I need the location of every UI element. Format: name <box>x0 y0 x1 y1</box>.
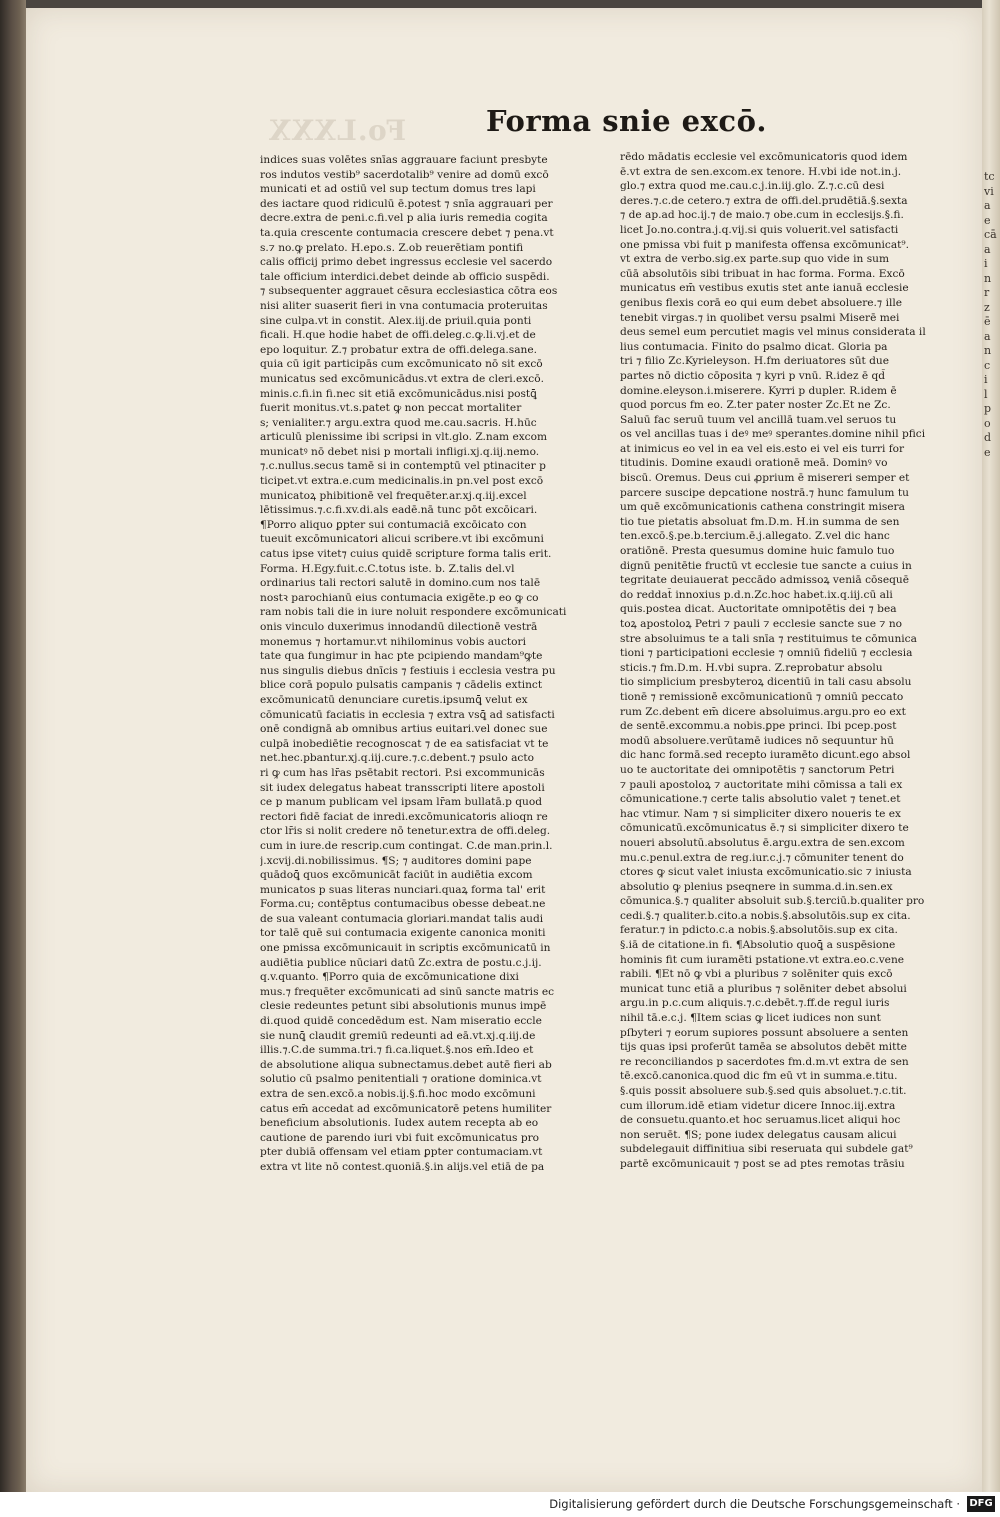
text-line: tale officium interdici.debet deinde ab officio suspēdi. <box>260 270 550 283</box>
text-line: ⁊ pauli apostoloꝝ ⁊ auctoritate mihi cōmissa a tali ex <box>620 778 903 791</box>
margin-fragment: i <box>984 373 988 386</box>
text-line: tueuit excōmunicatori alicui scribere.vt ibi excōmuni <box>260 533 544 546</box>
text-line: cedi.§.⁊ qualiter.b.cito.a nobis.§.absolutōis.sup ex cita. <box>620 909 911 922</box>
text-line: cōmunica.§.⁊ qualiter absoluit sub.§.terciū.b.qualiter pro <box>620 895 925 908</box>
text-line: oratiōnē. Presta quesumus domine huic famulo tuo <box>620 545 895 558</box>
text-line: cōmunicatū faciatis in ecclesia ⁊ extra vsꝗ̄ ad satisfacti <box>260 708 555 721</box>
text-line: j.xcvij.di.nobilissimus. ¶S; ⁊ auditores domini pape <box>260 854 532 867</box>
text-line: ri ꝙ cum has lr̄as psētabit rectori. P.si excommunicās <box>260 766 545 779</box>
text-line: extra de sen.excō.a nobis.ij.§.fi.hoc modo excōmuni <box>260 1088 536 1100</box>
text-line: Forma. H.Egy.fuit.c.C.totus iste. b. Z.talis del.vl <box>260 562 515 575</box>
text-line: um quē excōmunicationis cathena constringit misera <box>620 501 905 514</box>
text-line: non seruēt. ¶S; pone iudex delegatus causam alicui <box>620 1128 897 1141</box>
text-line: sie nunꝗ̄ claudit gremiū redeunti ad eā.vt.xj.q.iij.de <box>260 1029 536 1042</box>
text-line: municatoꝝ phibitionē vel frequēter.ar.xj.q.iij.excel <box>260 489 527 502</box>
text-line: ros indutos vestib⁹ sacerdotalib⁹ venire ad domū excō <box>260 168 549 181</box>
text-line: catus em̄ accedat ad excōmunicatorē petens humiliter <box>260 1102 552 1115</box>
text-line: sticis.⁊ fm.D.m. H.vbi supra. Z.reprobatur absolu <box>620 661 883 674</box>
text-line: rabili. ¶Et nō ꝙ vbi a pluribus ⁊ solēniter quis excō <box>620 968 893 981</box>
text-line: domine.eleyson.i.miserere. Kyrri p dupler. R.idem ē <box>620 384 897 397</box>
text-line: extra vt lite nō contest.quoniā.§.in alijs.vel etiā de pa <box>260 1160 545 1173</box>
right-text-column <box>620 150 932 1172</box>
text-line: §.quis possit absoluere sub.§.sed quis absoluet.⁊.c.tit. <box>620 1085 907 1097</box>
footer-bar <box>0 1492 1000 1517</box>
text-line: nihil tā.e.c.j. ¶Item scias ꝙ licet iudices non sunt <box>620 1012 881 1025</box>
text-line: municatos p suas literas nunciari.quaꝝ forma tal' erit <box>260 883 546 896</box>
text-line: deres.⁊.c.de cetero.⁊ extra de offi.del.prudētiā.§.sexta <box>620 194 908 207</box>
text-line: glo.⁊ extra quod me.cau.c.j.in.iij.glo. Z.⁊.c.cū desi <box>620 180 885 193</box>
text-line: articulū plenissime ibi scripsi in vlt.glo. Z.nam excom <box>260 431 548 444</box>
text-line: cautione de parendo iuri vbi fuit excōmunicatus pro <box>260 1131 540 1144</box>
text-line: pter dubiā offensam vel etiam ꝑpter contumaciam.vt <box>260 1146 543 1159</box>
text-line: municatus sed excōmunicādus.vt extra de cleri.excō. <box>260 372 544 385</box>
text-line: des iactare quod ridiculū ē.potest ⁊ snīa aggrauari per <box>260 197 553 210</box>
text-line: licet Jo.no.contra.j.q.vij.si quis voluerit.vel satisfacti <box>620 223 899 236</box>
text-line: rēdo mādatis ecclesie vel excōmunicatoris quod idem <box>620 151 908 163</box>
text-line: one pmissa excōmunicauit in scriptis excōmunicatū in <box>260 942 551 955</box>
text-line: solutio cū psalmo penitentiali ⁊ oratione dominica.vt <box>260 1073 542 1086</box>
text-line: beneficium absolutionis. Iudex autem recepta ab eo <box>260 1117 539 1130</box>
facing-page-margin-text <box>984 170 1000 460</box>
text-line: parcere suscipe depcatione nostrā.⁊ hunc famulum tu <box>620 486 909 499</box>
text-line: nostꝛ parochianū eius contumacia exigēte.p eo ꝙ co <box>260 591 539 604</box>
text-line: tegritate deuiauerat peccādo admissoꝝ veniā cōsequē <box>620 574 909 587</box>
text-line: quis.postea dicat. Auctoritate omnipotētis dei ⁊ bea <box>620 603 897 616</box>
text-line: onē condignā ab omnibus artius euitari.vel donec sue <box>260 723 548 736</box>
running-head: Forma snie excō. <box>486 104 768 138</box>
margin-fragment: p <box>984 402 992 415</box>
text-line: ctor lr̄is si nolit credere nō tenetur.extra de offi.deleg. <box>260 825 551 838</box>
funding-credit: Digitalisierung gefördert durch die Deutsche Forschungsgemeinschaft · <box>549 1497 960 1511</box>
margin-fragment: d <box>984 431 992 444</box>
text-line: subdelegauit diffinitiua sibi reseruata qui subdele gat⁹ <box>620 1143 913 1156</box>
margin-fragment: e <box>984 445 991 459</box>
margin-fragment: cā <box>984 228 997 241</box>
margin-fragment: n <box>984 271 992 285</box>
text-line: partes nō dictio cōposita ⁊ kyri p vnū. R.idez ē qd̄ <box>620 369 886 382</box>
text-line: lētissimus.⁊.c.fi.xv.di.als eadē.nā tunc pōt excōicari. <box>260 504 538 517</box>
text-line: uo te auctoritate dei omnipotētis ⁊ sanctorum Petri <box>620 763 895 776</box>
text-line: excōmunicatū denunciare curetis.ipsumꝗ̄ velut ex <box>260 693 528 706</box>
text-line: quādoꝗ̄ quos excōmunicāt faciūt in audiētia excom <box>260 869 533 882</box>
text-line: municatꝰ nō debet nisi p mortali infligi.xj.q.iij.nemo. <box>260 445 540 458</box>
margin-fragment: ē <box>984 315 991 328</box>
text-line: tionē ⁊ remissionē excōmunicationū ⁊ omniū peccato <box>620 690 904 703</box>
text-line: net.hec.pbantur.xj.q.iij.cure.⁊.c.debent.⁊ psulo acto <box>260 752 534 765</box>
margin-fragment: z <box>984 300 990 314</box>
margin-fragment: tc <box>984 170 995 183</box>
text-line: sine culpa.vt in constit. Alex.iij.de priuil.quia ponti <box>260 314 532 327</box>
text-line: mu.c.penul.extra de reg.iur.c.j.⁊ cōmuniter tenent do <box>620 851 904 864</box>
margin-fragment: l <box>984 387 988 401</box>
text-line: rum Zc.debent em̄ dicere absoluimus.argu.pro eo ext <box>620 705 906 718</box>
text-line: hac vtimur. Nam ⁊ si simpliciter dixero noueris te ex <box>620 807 902 820</box>
text-line: absolutio ꝙ plenius pseqnere in summa.d.in.sen.ex <box>620 880 893 893</box>
text-line: cōmunicatū.excōmunicatus ē.⁊ si simpliciter dixero te <box>620 822 909 835</box>
text-line: modū absoluere.verūtamē iudices nō sequuntur hū <box>620 734 894 747</box>
text-line: lius contumacia. Finito do psalmo dicat. Gloria pa <box>620 340 888 353</box>
text-line: municati et ad ostiū vel sup tectum domus tres lapi <box>260 183 536 196</box>
text-line: partē excōmunicauit ⁊ post se ad ptes remotas trāsiu <box>620 1157 905 1170</box>
text-line: vt extra de verbo.sig.ex parte.sup quo vide in sum <box>620 253 890 266</box>
text-line: fuerit monitus.vt.s.patet ꝙ non peccat mortaliter <box>260 402 522 415</box>
text-line: de absolutione aliqua subnectamus.debet autē fieri ab <box>260 1058 552 1071</box>
text-line: quod porcus fm eo. Z.ter pater noster Zc.Et ne Zc. <box>620 399 891 412</box>
text-line: one pmissa vbi fuit p manifesta offensa excōmunicat⁹. <box>620 238 910 251</box>
text-line: quia cū igit participās cum excōmunicato nō sit excō <box>260 358 543 371</box>
text-line: municat tunc etiā a pluribus ⁊ solēniter debet absolui <box>620 982 907 995</box>
text-line: tate qua fungimur in hac pte pcipiendo mandam⁹ꝙte <box>260 650 543 663</box>
text-line: s.⁊ no.ꝙ prelato. H.epo.s. Z.ob reuerētiam pontifi <box>260 241 524 254</box>
text-line: cūā absolutōis sibi tribuat in hac forma. Forma. Excō <box>620 267 905 280</box>
text-line: sit iudex delegatus habeat transscripti litere apostoli <box>260 781 545 794</box>
text-line: re reconciliandos p sacerdotes fm.d.m.vt extra de sen <box>620 1055 909 1068</box>
bleed-through-folio: Fo.LXXX <box>268 114 407 147</box>
text-line: ⁊ subsequenter aggrauet cēsura ecclesiastica cōtra eos <box>260 285 558 298</box>
text-line: noueri absolutū.absolutus ē.argu.extra de sen.excom <box>620 836 905 849</box>
text-line: tioni ⁊ participationi ecclesie ⁊ omniū fideliū ⁊ ecclesia <box>620 647 913 660</box>
text-line: nus singulis diebus dnīcis ⁊ festiuis i ecclesia vestra pu <box>260 664 556 677</box>
text-line: titudinis. Domine exaudi orationē meā. Dominꝰ vo <box>620 457 888 470</box>
text-line: Forma.cu; contēptus contumacibus obesse debeat.ne <box>260 898 546 911</box>
text-line: feratur.⁊ in pdicto.c.a nobis.§.absolutōis.sup ex cita. <box>620 924 898 937</box>
text-line: ē.vt extra de sen.excom.ex tenore. H.vbi ide not.in.j. <box>620 165 902 178</box>
text-line: de sentē.excommu.a nobis.ꝑpe princi. Ibi pcep.post <box>620 720 897 733</box>
margin-fragment: n <box>984 344 992 357</box>
margin-fragment: r <box>984 286 990 299</box>
text-line: rectori fidē faciat de inredi.excōmunicatoris alioqn re <box>260 810 548 823</box>
dfg-logo: DFG <box>967 1496 995 1512</box>
text-line: ram nobis tali die in iure noluit respondere excōmunicati <box>260 606 567 619</box>
text-line: genibus flexis corā eo qui eum debet absoluere.⁊ ille <box>620 296 902 309</box>
text-line: municatus em̄ vestibus exutis stet ante ianuā ecclesie <box>620 282 909 295</box>
text-line: dic hanc formā.sed recepto iuramēto dicunt.ego absol <box>620 749 911 762</box>
text-line: deus semel eum percutiet magis vel minus considerata il <box>620 326 926 339</box>
text-line: cōmunicatione.⁊ certe talis absolutio valet ⁊ tenet.et <box>620 793 901 806</box>
text-line: ¶Porro aliquo ꝑpter sui contumaciā excōicato con <box>260 518 527 531</box>
text-line: ce p manum publicam vel ipsam lr̄am bullatā.p quod <box>260 796 543 809</box>
text-line: at inimicus eo vel in ea vel eis.esto ei vel eis turri for <box>620 442 905 455</box>
text-line: ticipet.vt extra.e.cum medicinalis.in pn.vel post excō <box>260 475 544 488</box>
text-line: culpā inobediētie recognoscat ⁊ de ea satisfaciat vt te <box>260 737 549 750</box>
text-line: tijs quas ipsi proferūt tamēa se absolutos debēt mitte <box>620 1041 907 1054</box>
text-line: pſbyteri ⁊ eorum supiores possunt absoluere a senten <box>620 1026 909 1039</box>
margin-fragment: a <box>984 199 991 212</box>
left-text-column <box>260 153 574 1175</box>
text-line: blice corā populo pulsatis campanis ⁊ cādelis extinct <box>260 679 543 692</box>
margin-fragment: a <box>984 242 991 256</box>
text-line: toꝝ apostoloꝝ Petri ⁊ pauli ⁊ ecclesie sancte sue ⁊ no <box>620 618 903 630</box>
text-line: ctores ꝙ sicut valet iniusta excōmunicatio.sic ⁊ iniusta <box>620 866 912 879</box>
text-line: clesie redeuntes petunt sibi absolutionis munus impē <box>260 1000 547 1013</box>
text-line: ordinarius tali rectori salutē in domino.cum nos talē <box>260 577 541 590</box>
text-line: minis.c.fi.in fi.nec sit etiā excōmunicādus.nisi postꝗ̄ <box>260 387 537 400</box>
text-line: mus.⁊ frequēter excōmunicati ad sinū sancte matris ec <box>260 985 555 998</box>
text-line: biscū. Oremus. Deus cui ꝓprium ē misereri semper et <box>620 472 910 485</box>
text-line: nisi aliter suaserit fieri in vna contumacia proteruitas <box>260 299 548 312</box>
text-line: ⁊ de ap.ad hoc.ij.⁊ de maio.⁊ obe.cum in ecclesijs.§.fi. <box>620 209 904 222</box>
text-line: ten.excō.§.pe.b.tercium.ē.j.allegato. Z.vel dic hanc <box>620 530 890 543</box>
text-line: onis vinculo duxerimus innodandū dilectionē vestrā <box>260 621 538 633</box>
text-line: catus ipse vitet⁊ cuius quidē scripture forma talis erit. <box>260 548 552 561</box>
margin-fragment: a <box>984 329 991 343</box>
text-line: ficali. H.que hodie habet de offi.deleg.c.ꝙ.li.vj.et de <box>260 329 536 342</box>
margin-fragment: o <box>984 416 991 430</box>
text-line: q.v.quanto. ¶Porro quia de excōmunicatione dixi <box>260 971 519 984</box>
text-line: tenebit virgas.⁊ in quolibet versu psalmi Miserē mei <box>620 311 900 324</box>
text-line: do reddat̄ innoxius p.d.n.Zc.hoc habet.ix.q.iij.cū ali <box>620 588 893 601</box>
text-line: tri ⁊ filio Zc.Kyrieleyson. H.fm deriuatores sūt due <box>620 355 890 368</box>
text-line: cum in iure.de rescrip.cum contingat. C.de man.prin.l. <box>260 839 553 852</box>
book-spine <box>0 0 26 1492</box>
text-line: §.iā de citatione.in fi. ¶Absolutio quoꝗ̄ a suspēsione <box>620 939 896 952</box>
text-line: de consuetu.quanto.et hoc seruamus.licet aliqui hoc <box>620 1114 901 1127</box>
text-line: tē.excō.canonica.quod dic fm eū vt in summa.e.titu. <box>620 1070 898 1083</box>
text-line: Saluū fac seruū tuum vel ancillā tuam.vel seruos tu <box>620 413 897 426</box>
text-line: audiētia publice nūciari datū Zc.extra de postu.c.j.ij. <box>260 956 542 969</box>
text-line: tio simplicium presbyteroꝝ dicentiū in tali casu absolu <box>620 676 912 689</box>
text-line: dignū penitētie fructū vt ecclesie tue sancte a cuius in <box>620 559 912 572</box>
text-line: monemus ⁊ hortamur.vt nihilominus vobis auctori <box>260 635 526 648</box>
text-line: tor talē quē sui contumacia exigente canonica moniti <box>260 927 546 940</box>
text-line: s; venialiter.⁊ argu.extra quod me.cau.sacris. H.hūc <box>260 416 537 429</box>
text-line: de sua valeant contumacia gloriari.mandat talis audi <box>260 912 544 925</box>
text-line: stre absoluimus te a tali snīa ⁊ restituimus te cōmunica <box>620 632 917 645</box>
text-line: epo loquitur. Z.⁊ probatur extra de offi.delega.sane. <box>260 343 537 356</box>
text-line: ta.quia crescente contumacia crescere debet ⁊ pena.vt <box>260 226 554 239</box>
text-line: indices suas volētes snīas aggrauare faciunt presbyte <box>260 154 548 166</box>
text-line: argu.in p.c.cum aliquis.⁊.c.debēt.⁊.ff.de regul iuris <box>620 997 890 1010</box>
text-line: illis.⁊.C.de summa.tri.⁊ fi.ca.liquet.§.nos em̄.Ideo et <box>260 1044 534 1057</box>
text-line: decre.extra de peni.c.fi.vel p alia iuris remedia cogita <box>260 212 548 225</box>
text-line: hominis fit cum iuramēti pstatione.vt extra.eo.c.vene <box>620 953 905 966</box>
text-line: cum illorum.idē etiam videtur dicere Innoc.iij.extra <box>620 1099 896 1112</box>
margin-fragment: e <box>984 213 991 227</box>
text-line: calis officij primo debet ingressus ecclesie vel sacerdo <box>260 256 553 269</box>
margin-fragment: c <box>984 358 991 372</box>
text-line: os vel ancillas tuas i deꝰ meꝰ sperantes.domine nihil pfici <box>620 428 926 441</box>
text-line: di.quod quidē concedēdum est. Nam miseratio eccle <box>260 1015 542 1028</box>
text-line: ⁊.c.nullus.secus tamē si in contemptū vel ptinaciter p <box>260 460 546 473</box>
margin-fragment: vi <box>984 184 994 198</box>
text-line: tio tue pietatis absoluat fm.D.m. H.in summa de sen <box>620 515 900 528</box>
margin-fragment: i <box>984 257 988 270</box>
